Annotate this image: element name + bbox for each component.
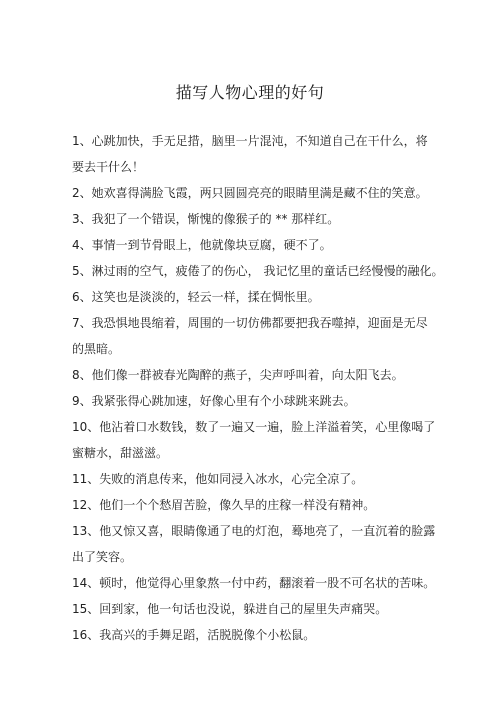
page-title: 描写人物心理的好句 [175,83,325,102]
list-item-line: 2、她欢喜得满脸飞霞，两只圆圆亮亮的眼睛里满是藏不住的笑意。 [72,186,428,200]
list-item [72,518,436,570]
list-item [72,206,412,232]
list-item [72,284,412,310]
list-item-line: 11、失败的消息传来，他如同浸入冰水，心完全凉了。 [72,472,364,486]
list-item-line: 10、他沾着口水数钱，数了一遍又一遍，脸上洋溢着笑，心里像喝了 [72,420,436,434]
list-item [72,596,412,622]
list-item-line: 出了笑容。 [72,550,133,564]
list-item-line: 的黑暗。 [72,342,121,356]
list-item-line: 7、我恐惧地畏缩着，周围的一切仿佛都要把我吞噬掉，迎面是无尽 [72,316,428,330]
list-item-line: 1、心跳加快，手无足措，脑里一片混沌，不知道自己在干什么，将 [72,134,428,148]
list-item [72,492,412,518]
list-item [72,622,412,648]
list-item [72,570,436,596]
list-item [72,388,412,414]
list-item-line: 3、我犯了一个错误，惭愧的像猴子的 ** 那样红。 [72,212,340,226]
list-item [72,232,412,258]
list-item-line: 12、他们一个个愁眉苦脸，像久旱的庄稼一样没有精神。 [72,498,376,512]
list-item [72,466,412,492]
list-item [72,362,412,388]
sentence-list [72,128,444,648]
list-item-line: 13、他又惊又喜，眼睛像通了电的灯泡，蓦地亮了，一直沉着的脸露 [72,524,436,538]
list-item [72,414,436,466]
list-item-line: 5、淋过雨的空气，疲倦了的伤心， 我记忆里的童话已经慢慢的融化。 [72,264,444,278]
list-item-line: 8、他们像一群被春光陶醉的燕子，尖声呼叫着，向太阳飞去。 [72,368,404,382]
list-item-line: 6、这笑也是淡淡的，轻云一样，揉在惆怅里。 [72,290,320,304]
list-item-line: 9、我紧张得心跳加速，好像心里有个小球跳来跳去。 [72,394,356,408]
list-item [72,180,428,206]
list-item [72,310,428,362]
list-item [72,258,444,284]
list-item-line: 要去干什么！ [72,160,145,174]
list-item-line: 15、回到家，他一句话也没说，躲进自己的屋里失声痛哭。 [72,602,388,616]
list-item-line: 蜜糖水，甜滋滋。 [72,446,169,460]
list-item [72,128,428,180]
list-item-line: 14、顿时，他觉得心里象熬一付中药，翻滚着一股不可名状的苦味。 [72,576,436,590]
list-item-line: 16、我高兴的手舞足蹈，活脱脱像个小松鼠。 [72,628,316,642]
list-item-line: 4、事情一到节骨眼上，他就像块豆腐，硬不了。 [72,238,332,252]
